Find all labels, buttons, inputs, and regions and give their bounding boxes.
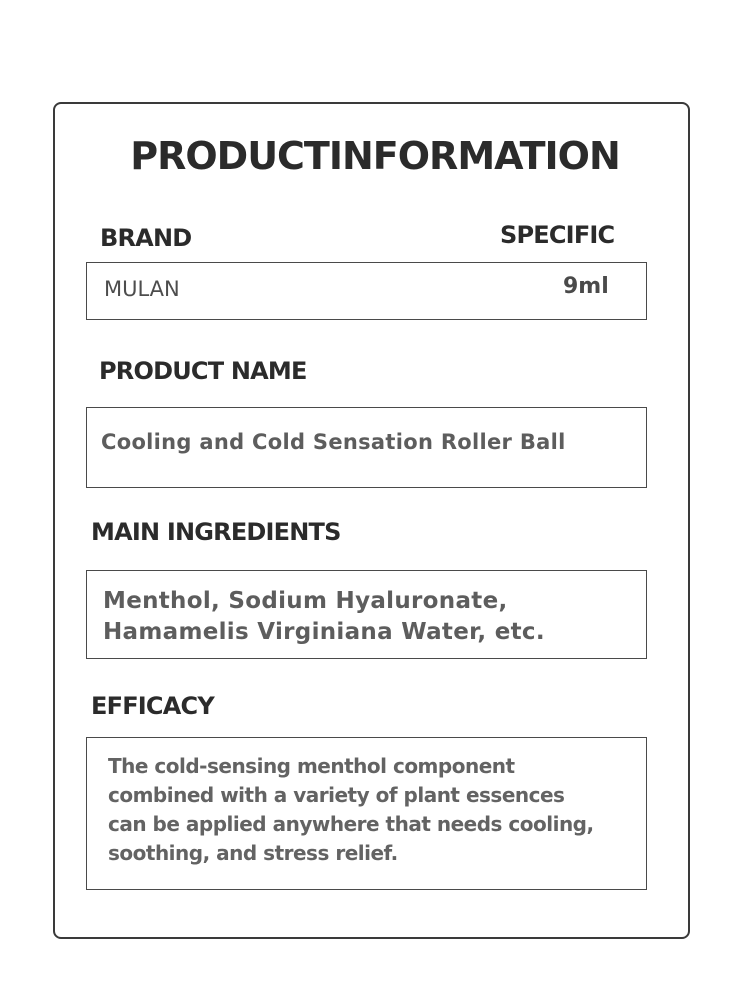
efficacy-line: can be applied anywhere that needs cooling, xyxy=(108,812,594,836)
brand-value: MULAN xyxy=(104,277,180,301)
product-name-label: PRODUCT NAME xyxy=(99,357,307,385)
brand-label: BRAND xyxy=(100,224,192,252)
specific-value: 9ml xyxy=(563,274,609,299)
efficacy-line: soothing, and stress relief. xyxy=(108,841,398,865)
efficacy-label: EFFICACY xyxy=(91,692,214,720)
ingredients-line: Hamamelis Virginiana Water, etc. xyxy=(103,619,545,645)
main-ingredients-label: MAIN INGREDIENTS xyxy=(91,518,341,546)
efficacy-line: combined with a variety of plant essences xyxy=(108,783,565,807)
efficacy-value xyxy=(108,752,594,868)
efficacy-line: The cold-sensing menthol component xyxy=(108,754,515,778)
main-ingredients-value xyxy=(103,586,545,648)
product-name-value: Cooling and Cold Sensation Roller Ball xyxy=(101,430,566,454)
page-title: PRODUCTINFORMATION xyxy=(130,134,620,178)
specific-label: SPECIFIC xyxy=(500,221,615,249)
ingredients-line: Menthol, Sodium Hyaluronate, xyxy=(103,588,508,614)
